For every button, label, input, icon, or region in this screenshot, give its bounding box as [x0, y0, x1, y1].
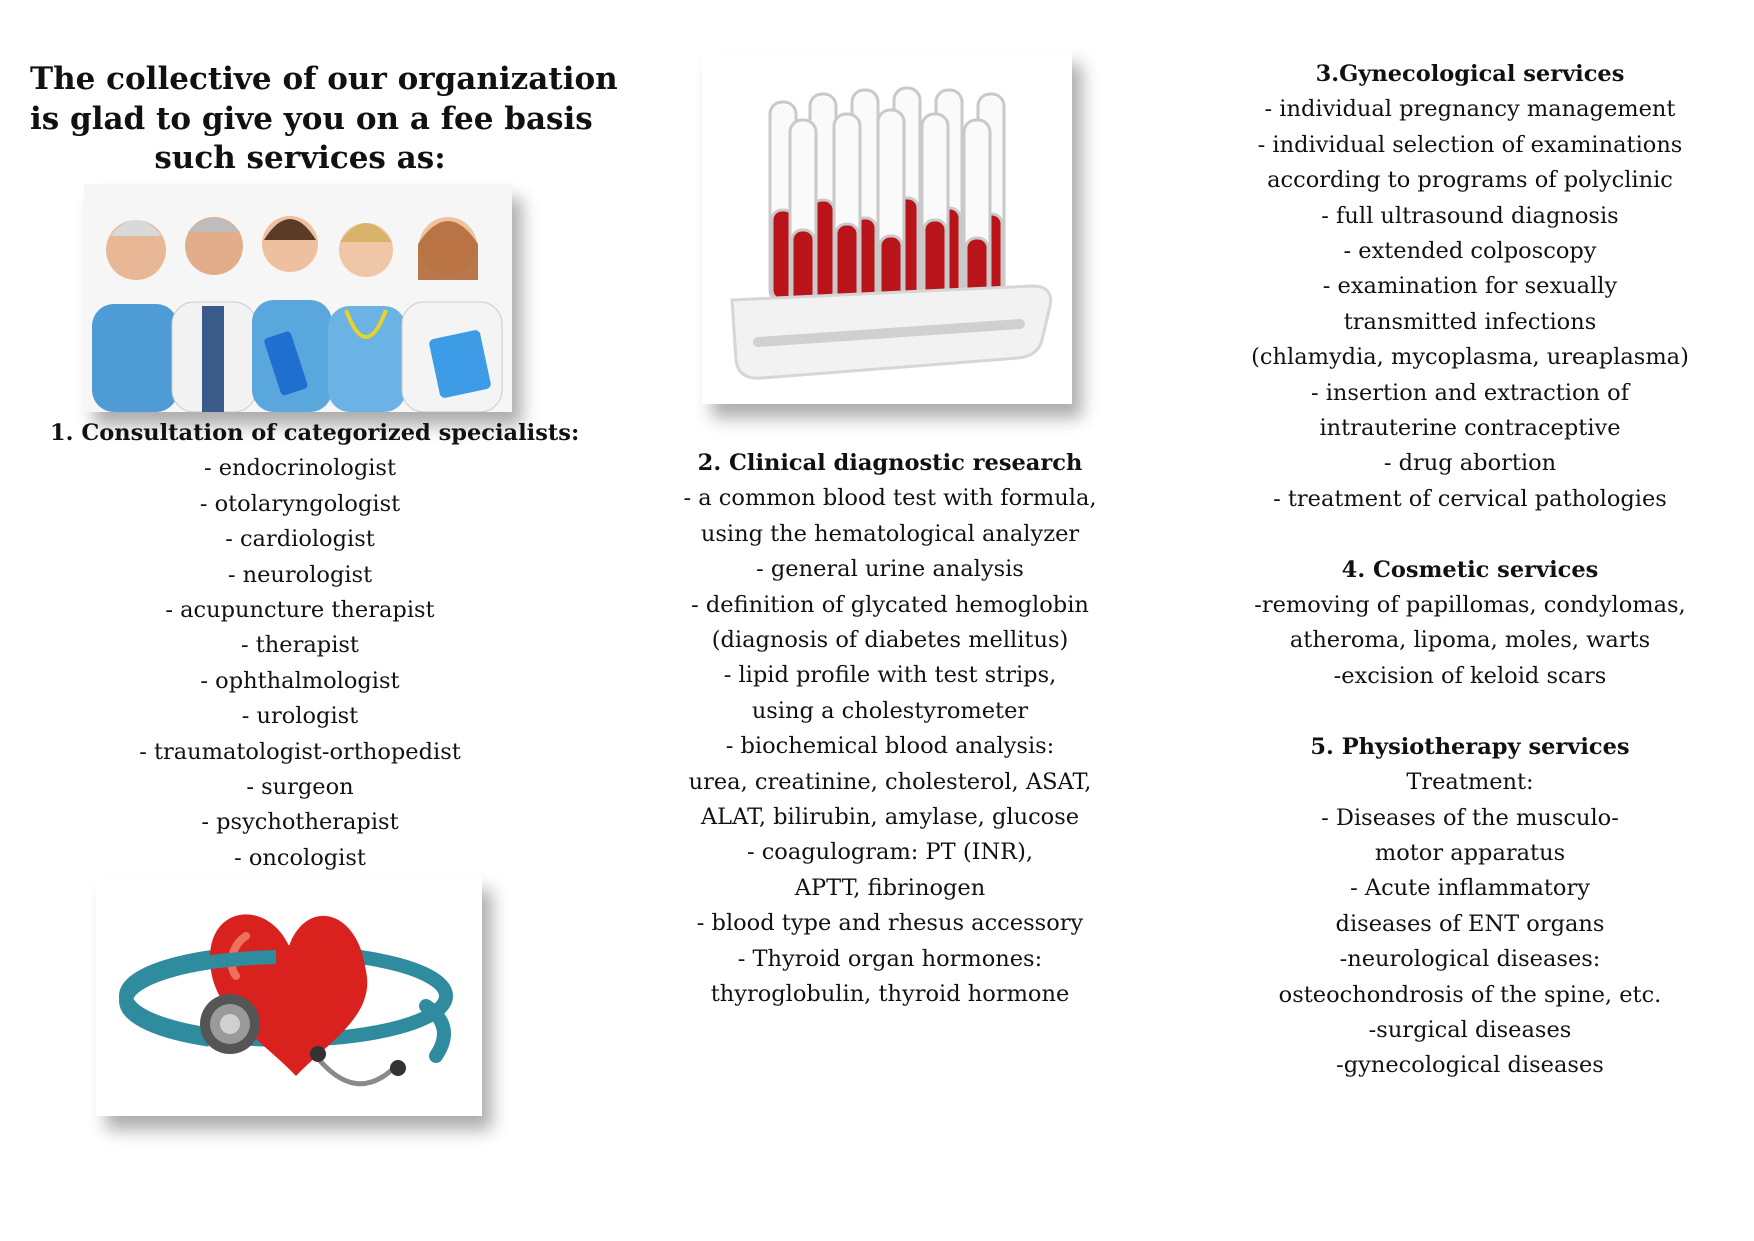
- list-item: - cardiologist: [225, 526, 375, 553]
- list-item: - individual pregnancy management: [1264, 96, 1676, 123]
- list-item: -gynecological diseases: [1336, 1052, 1604, 1079]
- list-item: thyroglobulin, thyroid hormone: [710, 981, 1070, 1008]
- list-item: - blood type and rhesus accessory: [696, 910, 1084, 937]
- doctors-photo: [84, 184, 512, 412]
- section-spacer: [1230, 517, 1710, 552]
- list-item: - urologist: [241, 703, 359, 730]
- gynecological-heading: 3.Gynecological services: [1315, 61, 1625, 87]
- list-item: - surgeon: [246, 774, 354, 801]
- list-item: (diagnosis of diabetes mellitus): [711, 627, 1069, 654]
- title-line: The collective of our organization: [30, 61, 618, 97]
- heart-stethoscope-photo: [96, 876, 482, 1116]
- test-tubes-illustration: [702, 50, 1072, 404]
- clinical-section: [655, 446, 1125, 1013]
- consultation-section: [50, 416, 580, 876]
- list-item: (chlamydia, mycoplasma, ureaplasma): [1251, 344, 1689, 371]
- clinical-heading: 2. Clinical diagnostic research: [697, 450, 1083, 476]
- list-item: -removing of papillomas, condylomas,: [1254, 592, 1686, 619]
- list-item: - neurologist: [227, 561, 373, 588]
- list-item: - oncologist: [234, 844, 366, 871]
- list-item: - traumatologist-orthopedist: [139, 738, 461, 765]
- list-item: atheroma, lipoma, moles, warts: [1289, 627, 1651, 654]
- list-item: Treatment:: [1406, 769, 1534, 796]
- list-item: -surgical diseases: [1368, 1016, 1572, 1043]
- list-item: - treatment of cervical pathologies: [1273, 485, 1667, 512]
- heart-stethoscope-illustration: [96, 876, 482, 1116]
- consultation-heading: 1. Consultation of categorized specialists:: [50, 420, 580, 446]
- list-item: -excision of keloid scars: [1333, 662, 1607, 689]
- list-item: according to programs of polyclinic: [1267, 167, 1673, 194]
- list-item: - drug abortion: [1383, 450, 1557, 477]
- list-item: - general urine analysis: [756, 556, 1024, 583]
- list-item: urea, creatinine, cholesterol, ASAT,: [688, 768, 1092, 795]
- list-item: - lipid profile with test strips,: [723, 662, 1057, 689]
- list-item: - therapist: [241, 632, 359, 659]
- list-item: - acupuncture therapist: [165, 597, 435, 624]
- list-item: using a cholestyrometer: [751, 697, 1029, 724]
- list-item: - coagulogram: PT (INR),: [746, 839, 1034, 866]
- list-item: - a common blood test with formula,: [683, 485, 1097, 512]
- test-tubes-photo: [702, 50, 1072, 404]
- list-item: - examination for sexually: [1322, 273, 1618, 300]
- list-item: - individual selection of examinations: [1257, 131, 1683, 158]
- list-item: - endocrinologist: [203, 455, 397, 482]
- section-spacer: [1230, 694, 1710, 729]
- physio-heading: 5. Physiotherapy services: [1310, 733, 1630, 760]
- list-item: - Diseases of the musculo-: [1321, 804, 1619, 831]
- list-item: motor apparatus: [1374, 839, 1566, 866]
- list-item: diseases of ENT organs: [1335, 910, 1605, 937]
- list-item: - biochemical blood analysis:: [725, 733, 1055, 760]
- list-item: intrauterine contraceptive: [1319, 415, 1621, 442]
- list-item: - Acute inflammatory: [1350, 875, 1590, 902]
- list-item: osteochondrosis of the spine, etc.: [1278, 981, 1662, 1008]
- list-item: - extended colposcopy: [1343, 238, 1597, 265]
- list-item: - definition of glycated hemoglobin: [691, 591, 1089, 618]
- list-item: transmitted infections: [1343, 308, 1597, 335]
- list-item: - Thyroid organ hormones:: [737, 945, 1043, 972]
- brochure-title: [30, 60, 618, 179]
- list-item: -neurological diseases:: [1339, 946, 1601, 973]
- title-line: such services as:: [154, 140, 446, 176]
- list-item: - insertion and extraction of: [1310, 379, 1630, 406]
- cosmetic-heading: 4. Cosmetic services: [1341, 556, 1599, 583]
- list-item: using the hematological analyzer: [700, 520, 1080, 547]
- list-item: - otolaryngologist: [199, 490, 401, 517]
- list-item: ALAT, bilirubin, amylase, glucose: [700, 804, 1080, 831]
- right-column: [1230, 57, 1710, 1084]
- title-line: is glad to give you on a fee basis: [30, 100, 593, 137]
- doctors-illustration: [84, 184, 512, 412]
- list-item: APTT, fibrinogen: [794, 874, 986, 901]
- list-item: - full ultrasound diagnosis: [1321, 202, 1619, 229]
- list-item: - ophthalmologist: [200, 667, 400, 694]
- list-item: - psychotherapist: [201, 809, 399, 836]
